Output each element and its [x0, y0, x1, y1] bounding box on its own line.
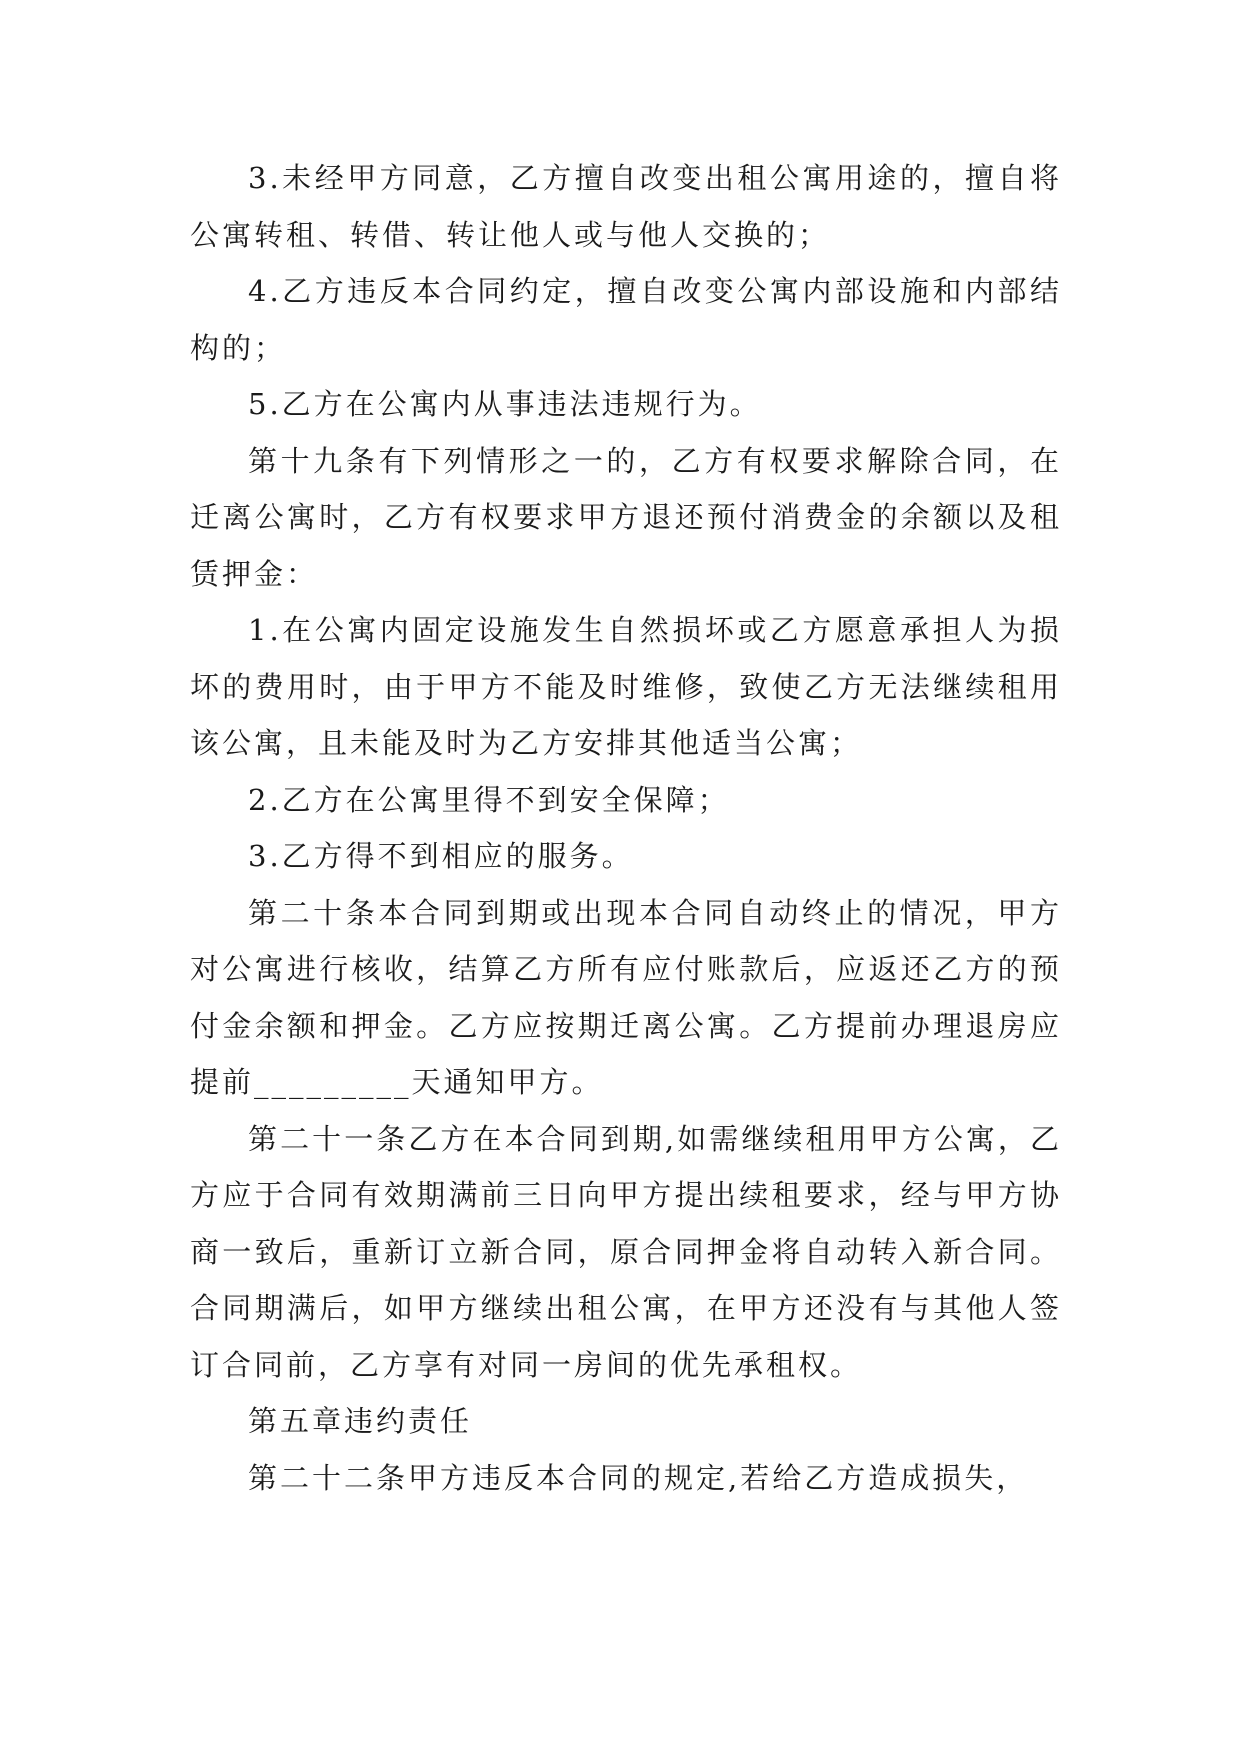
paragraph-article-19-item-3: 3.乙方得不到相应的服务。 — [248, 839, 634, 873]
paragraph-article-21: 第二十一条乙方在本合同到期,如需继续租用甲方公寓，乙方应于合同有效期满前三日向甲方提出续租要求，经与甲方协商一致后，重新订立新合同，原合同押金将自动转入新合同。合同期满后，如甲方继续出租公寓，在甲方还没有与其他人签订合同前，乙方享有对同一房间的优先承租权。 — [190, 1121, 1062, 1382]
chapter-heading: 第五章违约责任 — [248, 1404, 473, 1438]
paragraph-article-22: 第二十二条甲方违反本合同的规定,若给乙方造成损失， — [248, 1460, 1029, 1495]
paragraph-article-19-item-1: 1.在公寓内固定设施发生自然损坏或乙方愿意承担人为损坏的费用时，由于甲方不能及时维修，致使乙方无法继续租用该公寓，且未能及时为乙方安排其他适当公寓； — [190, 613, 1062, 760]
paragraph-article-19-item-2: 2.乙方在公寓里得不到安全保障； — [248, 782, 730, 817]
paragraph-clause-3: 3.未经甲方同意，乙方擅自改变出租公寓用途的，擅自将公寓转租、转借、转让他人或与他人交换的； — [190, 161, 1062, 252]
paragraph-article-20: 第二十条本合同到期或出现本合同自动终止的情况，甲方对公寓进行核收，结算乙方所有应付账款后，应返还乙方的预付金余额和押金。乙方应按期迁离公寓。乙方提前办理退房应提前_________天通知甲方。 — [190, 895, 1062, 1099]
contract-body — [190, 150, 1062, 1506]
paragraph-clause-4: 4.乙方违反本合同约定，擅自改变公寓内部设施和内部结构的； — [190, 274, 1062, 365]
paragraph-article-19: 第十九条有下列情形之一的，乙方有权要求解除合同，在迁离公寓时，乙方有权要求甲方退还预付消费金的余额以及租赁押金： — [190, 443, 1062, 591]
paragraph-clause-5: 5.乙方在公寓内从事违法违规行为。 — [248, 387, 762, 421]
